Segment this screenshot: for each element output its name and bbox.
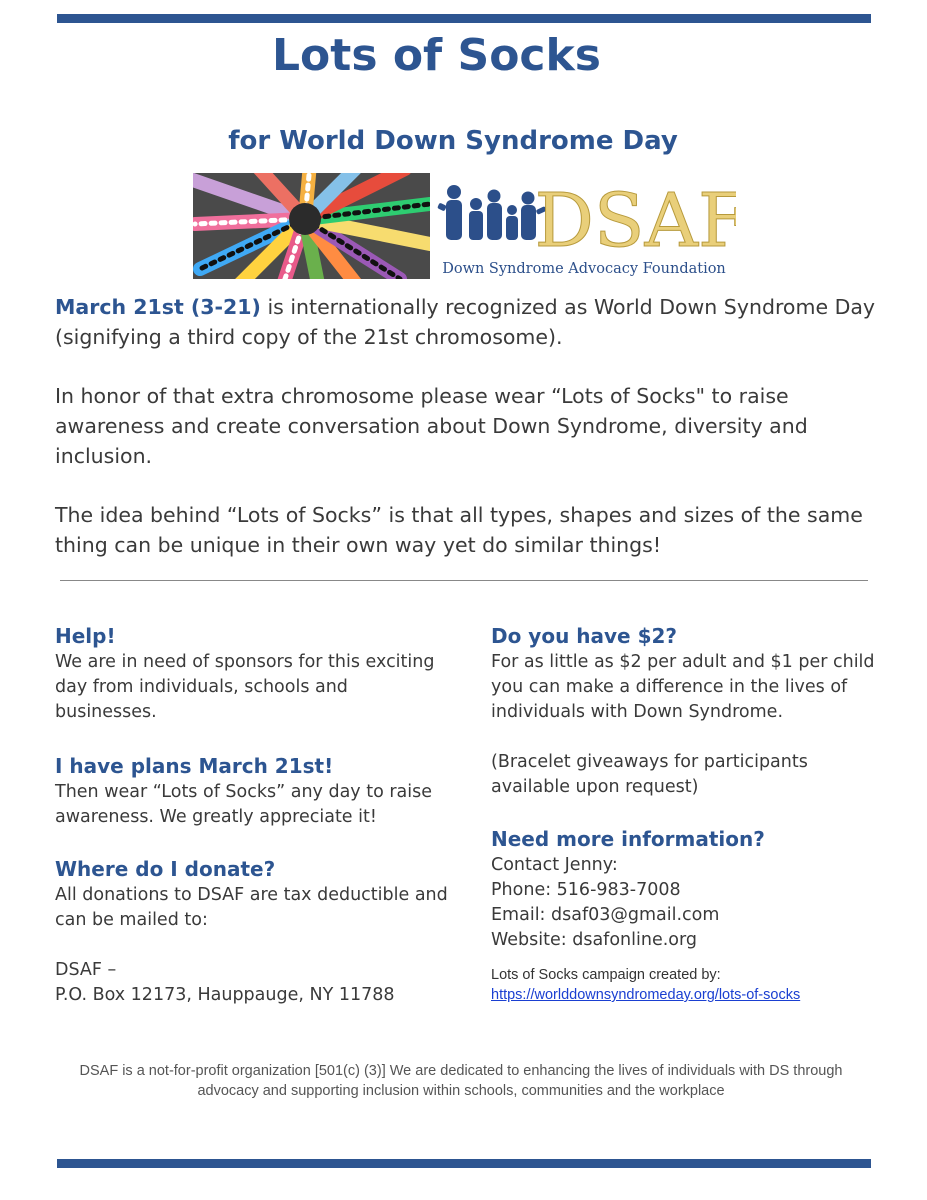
- family-silhouette-icon: [437, 185, 547, 240]
- dsaf-tagline: Down Syndrome Advocacy Foundation: [442, 261, 726, 277]
- two-dollar-heading: Do you have $2?: [491, 624, 678, 648]
- bracelet-text: (Bracelet giveaways for participants available upon request): [491, 752, 808, 797]
- contact-name: Contact Jenny:: [491, 855, 618, 875]
- right-column: [491, 622, 886, 1005]
- intro-p1-text: is internationally recognized as World Down Syndrome Day (signifying a third copy of the 21st chromosome).: [55, 295, 876, 349]
- dsaf-logo-graphic: [432, 174, 736, 280]
- donate-text: All donations to DSAF are tax deductible and can be mailed to:: [55, 885, 448, 930]
- info-heading: Need more information?: [491, 827, 765, 851]
- intro-paragraph-3: The idea behind “Lots of Socks” is that all types, shapes and sizes of the same thing can be unique in their own way yet do similar things!: [55, 503, 863, 557]
- dsaf-logo: [432, 174, 736, 280]
- contact-website: Website: dsafonline.org: [491, 930, 697, 950]
- page-subtitle: for World Down Syndrome Day: [228, 126, 678, 156]
- campaign-link[interactable]: https://worlddownsyndromeday.org/lots-of-socks: [491, 987, 801, 1003]
- section-divider: [60, 580, 868, 581]
- campaign-credit: [491, 965, 886, 1005]
- bottom-rule: [57, 1159, 871, 1168]
- page-title: Lots of Socks: [272, 30, 601, 81]
- footer-note: DSAF is a not-for-profit organization [501(c) (3)] We are dedicated to enhancing the lives of individuals with DS through advocacy and supporting inclusion within schools, communities and the workplace: [79, 1063, 843, 1099]
- socks-circle-image: [193, 173, 430, 279]
- help-text: We are in need of sponsors for this exciting day from individuals, schools and businesses.: [55, 652, 435, 722]
- credit-label: Lots of Socks campaign created by:: [491, 967, 721, 983]
- address-line: P.O. Box 12173, Hauppauge, NY 11788: [55, 985, 395, 1005]
- left-column: [55, 622, 455, 1008]
- contact-phone: Phone: 516-983-7008: [491, 880, 681, 900]
- address-name: DSAF –: [55, 960, 117, 980]
- intro-section: [55, 292, 885, 589]
- top-rule: [57, 14, 871, 23]
- dsaf-wordmark: DSAF: [534, 178, 736, 264]
- intro-paragraph-1: [55, 292, 885, 352]
- plans-heading: I have plans March 21st!: [55, 754, 334, 778]
- help-heading: Help!: [55, 624, 116, 648]
- plans-text: Then wear “Lots of Socks” any day to raise awareness. We greatly appreciate it!: [55, 782, 433, 827]
- two-dollar-text: For as little as $2 per adult and $1 per child you can make a difference in the lives of individuals with Down Syndrome.: [491, 652, 875, 722]
- date-highlight: March 21st (3-21): [55, 295, 261, 319]
- contact-email: Email: dsaf03@gmail.com: [491, 905, 720, 925]
- socks-photo: [193, 173, 430, 279]
- donate-heading: Where do I donate?: [55, 857, 276, 881]
- intro-paragraph-2: In honor of that extra chromosome please wear “Lots of Socks" to raise awareness and create conversation about Down Syndrome, diversity and inclusion.: [55, 384, 808, 468]
